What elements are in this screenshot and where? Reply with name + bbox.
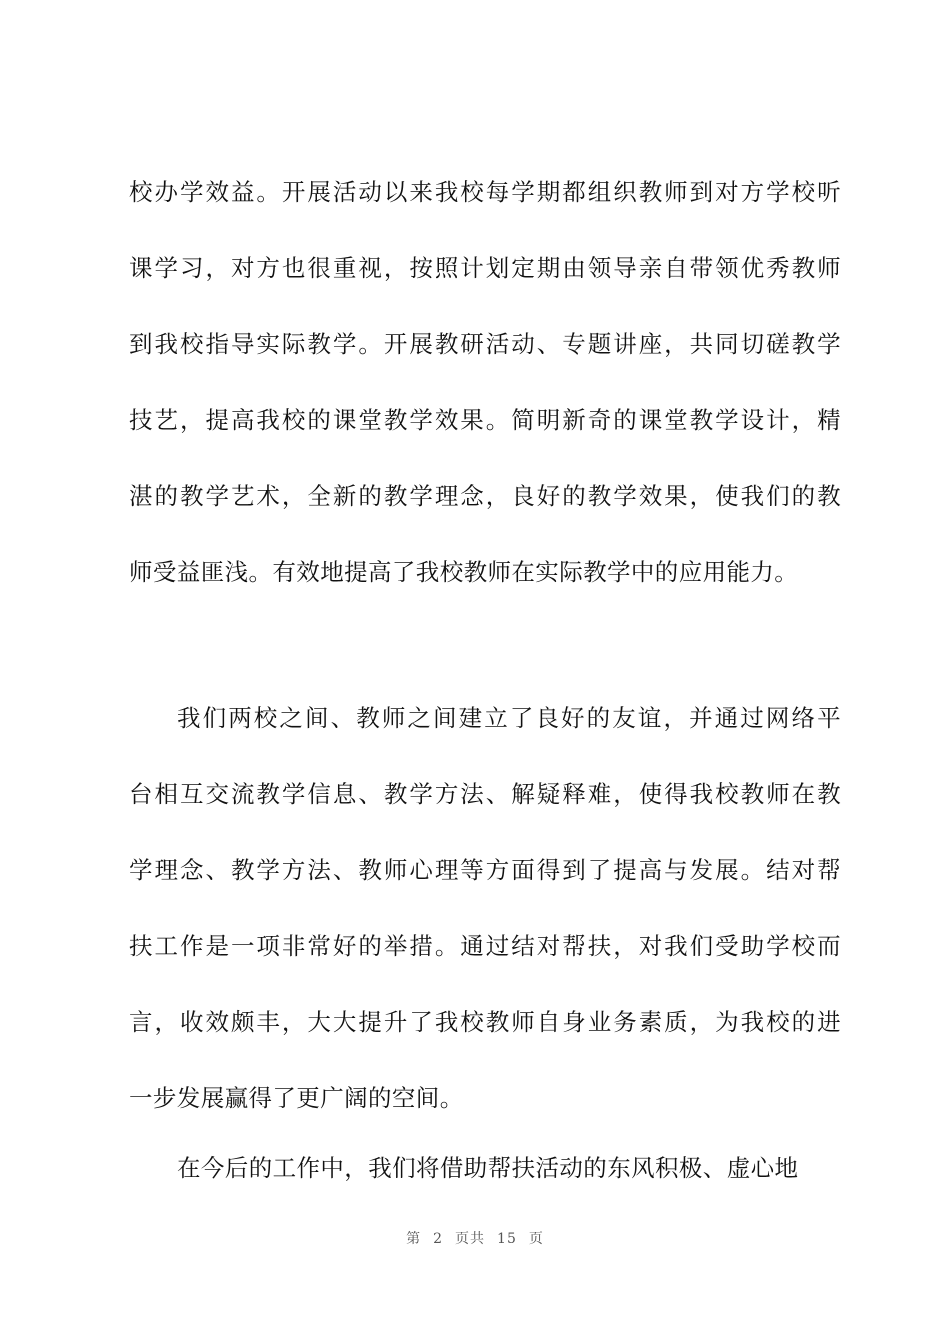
footer-suffix: 页 [528,1231,544,1247]
paragraph-line: 言，收效颇丰，大大提升了我校教师自身业务素质，为我校的进 [129,1008,841,1036]
paragraph-line: 课学习，对方也很重视，按照计划定期由领导亲自带领优秀教师 [129,254,841,282]
page-footer [0,1228,950,1248]
paragraph-line: 校办学效益。开展活动以来我校每学期都组织教师到对方学校听 [129,178,841,206]
paragraph-line: 技艺，提高我校的课堂教学效果。简明新奇的课堂教学设计，精 [129,406,841,434]
footer-total-pages: 15 [497,1231,517,1247]
paragraph-line: 台相互交流教学信息、教学方法、解疑释难，使得我校教师在教 [129,780,841,808]
footer-prefix: 第 [406,1231,422,1247]
paragraph-line: 扶工作是一项非常好的举措。通过结对帮扶，对我们受助学校而 [129,932,841,960]
paragraph-line: 师受益匪浅。有效地提高了我校教师在实际教学中的应用能力。 [129,558,799,586]
paragraph-line: 我们两校之间、教师之间建立了良好的友谊，并通过网络平 [177,704,841,732]
paragraph-line: 到我校指导实际教学。开展教研活动、专题讲座，共同切磋教学 [129,330,841,358]
paragraph-line: 一步发展赢得了更广阔的空间。 [129,1084,464,1112]
paragraph-line: 湛的教学艺术，全新的教学理念，良好的教学效果，使我们的教 [129,482,841,510]
paragraph-line: 在今后的工作中，我们将借助帮扶活动的东风积极、虚心地 [177,1154,799,1182]
paragraph-line: 学理念、教学方法、教师心理等方面得到了提高与发展。结对帮 [129,856,841,884]
footer-page-number: 2 [433,1231,444,1247]
footer-middle: 页共 [455,1231,486,1247]
